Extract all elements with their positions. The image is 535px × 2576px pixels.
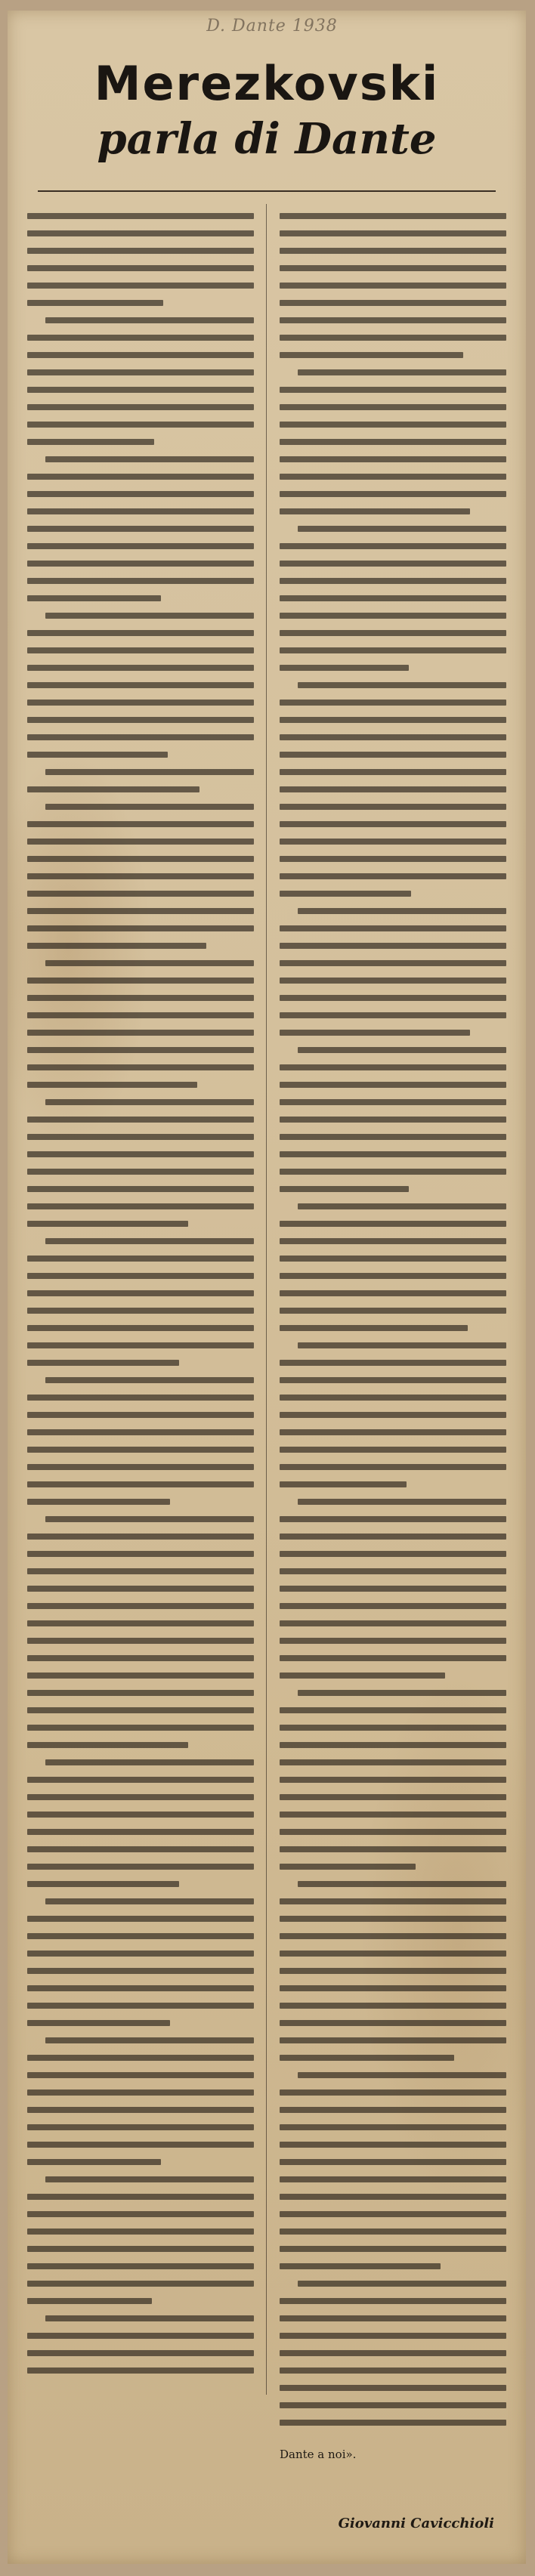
body-text-line	[27, 1864, 254, 1870]
body-text-line	[45, 2176, 254, 2182]
body-text-line	[27, 1846, 254, 1852]
body-text-line	[280, 2246, 506, 2252]
body-text-line	[27, 1985, 254, 1991]
body-text-line	[298, 908, 506, 914]
body-text-line	[298, 1342, 506, 1348]
body-text-line	[280, 1898, 506, 1904]
body-text-line	[280, 1256, 506, 1262]
body-text-line	[280, 1412, 506, 1418]
body-text-line	[280, 2037, 506, 2043]
body-text-line	[27, 230, 254, 236]
body-text-line	[280, 300, 506, 306]
body-text-line	[280, 1117, 506, 1123]
body-text-line	[27, 717, 254, 723]
body-text-line	[280, 2003, 506, 2009]
body-text-line	[280, 1221, 506, 1227]
body-text-line	[27, 561, 254, 567]
body-text-line	[280, 543, 506, 549]
body-text-line	[280, 2229, 506, 2235]
body-text-line	[298, 1690, 506, 1696]
body-text-line	[280, 2402, 506, 2408]
body-text-line	[45, 960, 254, 966]
body-text-line	[27, 1082, 197, 1088]
body-text-line	[27, 2072, 254, 2078]
body-text-line	[27, 1568, 254, 1574]
body-text-line	[280, 1707, 506, 1713]
body-text-line	[280, 2020, 506, 2026]
article-closing-text: Dante a noi».	[280, 2448, 357, 2461]
body-text-line	[27, 1203, 254, 1209]
body-text-line	[27, 1586, 254, 1592]
body-text-line	[280, 1238, 506, 1244]
body-text-line	[27, 1151, 254, 1157]
body-text-line	[27, 943, 206, 949]
body-text-line	[27, 1673, 254, 1679]
body-text-line	[27, 1360, 179, 1366]
body-text-line	[280, 1099, 506, 1105]
body-text-line	[27, 1742, 188, 1748]
body-text-line	[27, 1290, 254, 1296]
body-text-line	[27, 1603, 254, 1609]
body-text-line	[27, 1047, 254, 1053]
body-text-line	[27, 248, 254, 254]
body-text-line	[280, 335, 506, 341]
body-text-line	[280, 2350, 506, 2356]
body-text-line	[280, 647, 506, 653]
body-text-line	[280, 978, 506, 984]
body-text-line	[280, 1151, 506, 1157]
body-text-line	[27, 1725, 254, 1731]
body-text-line	[27, 526, 254, 532]
body-text-line	[27, 1551, 254, 1557]
body-text-line	[280, 786, 506, 792]
body-text-line	[27, 630, 254, 636]
body-text-line	[27, 978, 254, 984]
body-text-line	[27, 1933, 254, 1939]
body-text-line	[27, 891, 254, 897]
body-text-line	[27, 2263, 254, 2269]
body-text-line	[27, 543, 254, 549]
body-text-line	[27, 422, 254, 428]
body-text-line	[280, 700, 506, 706]
body-text-line	[280, 630, 506, 636]
body-text-line	[45, 613, 254, 619]
body-text-line	[280, 995, 506, 1001]
body-text-line	[280, 1030, 470, 1036]
body-text-line	[27, 1186, 254, 1192]
body-text-line	[27, 908, 254, 914]
body-text-line	[27, 2107, 254, 2113]
body-text-line	[27, 1273, 254, 1279]
body-text-line	[280, 613, 506, 619]
body-text-line	[280, 821, 506, 827]
body-text-line	[45, 1238, 254, 1244]
body-text-line	[280, 1742, 506, 1748]
body-text-line	[280, 1534, 506, 1540]
body-text-line	[280, 439, 506, 445]
body-text-line	[27, 335, 254, 341]
body-text-line	[280, 856, 506, 862]
body-text-line	[280, 1586, 506, 1592]
body-text-line	[298, 1881, 506, 1887]
body-text-line	[280, 352, 463, 358]
body-text-line	[27, 925, 254, 931]
body-text-line	[280, 404, 506, 410]
body-text-line	[27, 1638, 254, 1644]
body-text-line	[27, 2246, 254, 2252]
body-text-line	[280, 1603, 506, 1609]
body-text-line	[27, 2142, 254, 2148]
body-text-line	[27, 2020, 170, 2026]
body-text-line	[280, 960, 506, 966]
body-text-line	[280, 1395, 506, 1401]
body-text-line	[27, 2003, 254, 2009]
body-text-line	[27, 491, 254, 497]
body-text-line	[280, 1673, 445, 1679]
body-text-line	[280, 1812, 506, 1818]
body-text-line	[280, 1377, 506, 1383]
body-text-line	[27, 2298, 152, 2304]
article-column-left	[27, 208, 254, 2384]
body-text-line	[280, 561, 506, 567]
body-text-line	[280, 1933, 506, 1939]
body-text-line	[27, 1412, 254, 1418]
body-text-line	[27, 1812, 254, 1818]
body-text-line	[298, 682, 506, 688]
body-text-line	[27, 752, 168, 758]
body-text-line	[280, 1916, 506, 1922]
handwritten-header-note: D. Dante 1938	[206, 17, 338, 36]
body-text-line	[280, 734, 506, 740]
body-text-line	[280, 1968, 506, 1974]
body-text-line	[280, 2315, 506, 2321]
body-text-line	[27, 1655, 254, 1661]
body-text-line	[27, 1256, 254, 1262]
body-text-line	[27, 1012, 254, 1018]
body-text-line	[280, 717, 506, 723]
body-text-line	[27, 2229, 254, 2235]
body-text-line	[27, 995, 254, 1001]
body-text-line	[27, 873, 254, 879]
body-text-line	[280, 1429, 506, 1435]
body-text-line	[280, 2368, 506, 2374]
body-text-line	[27, 1777, 254, 1783]
body-text-line	[280, 752, 506, 758]
headline-subtitle: parla di Dante	[97, 114, 437, 164]
body-text-line	[45, 769, 254, 775]
body-text-line	[27, 1342, 254, 1348]
body-text-line	[280, 456, 506, 462]
body-text-line	[45, 456, 254, 462]
body-text-line	[280, 1082, 506, 1088]
body-text-line	[280, 1985, 506, 1991]
body-text-line	[280, 265, 506, 271]
article-headline	[8, 56, 526, 166]
body-text-line	[280, 1516, 506, 1522]
body-text-line	[45, 1099, 254, 1105]
body-text-line	[27, 283, 254, 289]
body-text-line	[27, 474, 254, 480]
body-text-line	[280, 873, 506, 879]
article-column-right	[280, 208, 506, 2384]
body-text-line	[27, 1169, 254, 1175]
body-text-line	[27, 2090, 254, 2096]
body-text-line	[27, 1690, 254, 1696]
body-text-line	[280, 665, 409, 671]
body-text-line	[280, 2107, 506, 2113]
body-text-line	[280, 943, 506, 949]
body-text-line	[280, 248, 506, 254]
body-text-line	[27, 1829, 254, 1835]
body-text-line	[280, 1481, 407, 1487]
body-text-line	[280, 1864, 416, 1870]
body-text-line	[280, 2211, 506, 2217]
body-text-line	[280, 1655, 506, 1661]
headline-main-title: Merezkovski	[94, 56, 440, 111]
body-text-line	[280, 925, 506, 931]
body-text-line	[27, 1308, 254, 1314]
body-text-line	[280, 891, 411, 897]
body-text-line	[27, 404, 254, 410]
body-text-line	[280, 1638, 506, 1644]
body-text-line	[27, 1064, 254, 1070]
body-text-line	[280, 1568, 506, 1574]
body-text-line	[280, 1551, 506, 1557]
body-text-line	[27, 682, 254, 688]
body-text-line	[45, 317, 254, 323]
newspaper-clipping	[8, 11, 526, 2564]
body-text-line	[280, 387, 506, 393]
body-text-line	[280, 283, 506, 289]
body-text-line	[27, 856, 254, 862]
body-text-line	[27, 1464, 254, 1470]
body-text-line	[298, 1499, 506, 1505]
body-text-line	[45, 1898, 254, 1904]
body-text-line	[27, 1429, 254, 1435]
body-text-line	[280, 1846, 506, 1852]
body-text-line	[27, 1968, 254, 1974]
body-text-line	[27, 1794, 254, 1800]
body-text-line	[27, 665, 254, 671]
body-text-line	[280, 804, 506, 810]
body-text-line	[27, 1916, 254, 1922]
body-text-line	[27, 2159, 161, 2165]
body-text-line	[27, 1620, 254, 1626]
body-text-line	[280, 317, 506, 323]
body-text-line	[45, 1377, 254, 1383]
body-text-line	[27, 265, 254, 271]
body-text-line	[280, 1186, 409, 1192]
body-text-line	[27, 1117, 254, 1123]
body-text-line	[27, 786, 199, 792]
body-text-line	[280, 2090, 506, 2096]
body-text-line	[27, 369, 254, 375]
column-divider	[266, 204, 267, 2395]
body-text-line	[27, 1499, 170, 1505]
body-text-line	[280, 578, 506, 584]
body-text-line	[27, 2368, 254, 2374]
body-text-line	[280, 1012, 506, 1018]
body-text-line	[27, 387, 254, 393]
body-text-line	[27, 1447, 254, 1453]
body-text-line	[27, 1707, 254, 1713]
body-text-line	[280, 2142, 506, 2148]
body-text-line	[280, 2124, 506, 2130]
body-text-line	[280, 769, 506, 775]
body-text-line	[298, 1047, 506, 1053]
body-text-line	[280, 508, 470, 514]
body-text-line	[280, 1325, 468, 1331]
body-text-line	[27, 578, 254, 584]
body-text-line	[280, 1794, 506, 1800]
body-text-line	[280, 422, 506, 428]
body-text-line	[280, 2263, 441, 2269]
body-text-line	[27, 1481, 254, 1487]
body-text-line	[27, 2055, 254, 2061]
body-text-line	[298, 2072, 506, 2078]
body-text-line	[298, 369, 506, 375]
body-text-line	[27, 700, 254, 706]
body-text-line	[45, 2037, 254, 2043]
body-text-line	[280, 2176, 506, 2182]
body-text-line	[27, 1395, 254, 1401]
headline-divider	[38, 190, 496, 192]
body-text-line	[280, 1308, 506, 1314]
body-text-line	[298, 1203, 506, 1209]
body-text-line	[280, 2385, 506, 2391]
body-text-line	[27, 2350, 254, 2356]
body-text-line	[280, 2298, 506, 2304]
body-text-line	[280, 1273, 506, 1279]
body-text-line	[27, 2211, 254, 2217]
body-text-line	[27, 1534, 254, 1540]
body-text-line	[280, 474, 506, 480]
body-text-line	[27, 1881, 179, 1887]
body-text-line	[280, 1725, 506, 1731]
body-text-line	[27, 508, 254, 514]
body-text-line	[27, 821, 254, 827]
body-text-line	[280, 1777, 506, 1783]
body-text-line	[45, 1516, 254, 1522]
body-text-line	[280, 2194, 506, 2200]
body-text-line	[27, 1951, 254, 1957]
body-text-line	[27, 839, 254, 845]
body-text-line	[280, 839, 506, 845]
body-text-line	[27, 300, 163, 306]
body-text-line	[27, 2194, 254, 2200]
body-text-line	[45, 2315, 254, 2321]
body-text-line	[27, 647, 254, 653]
body-text-line	[280, 1169, 506, 1175]
body-text-line	[27, 1221, 188, 1227]
body-text-line	[280, 1064, 506, 1070]
body-text-line	[280, 1360, 506, 1366]
body-text-line	[280, 1134, 506, 1140]
body-text-line	[27, 2333, 254, 2339]
body-text-line	[280, 2159, 506, 2165]
body-text-line	[280, 2333, 506, 2339]
body-text-line	[45, 1759, 254, 1765]
body-text-line	[27, 1134, 254, 1140]
body-text-line	[27, 595, 161, 601]
body-text-line	[280, 1759, 506, 1765]
body-text-line	[298, 526, 506, 532]
body-text-line	[280, 1829, 506, 1835]
body-text-line	[280, 230, 506, 236]
body-text-line	[27, 213, 254, 219]
body-text-line	[27, 1325, 254, 1331]
body-text-line	[280, 1951, 506, 1957]
body-text-line	[280, 1620, 506, 1626]
body-text-line	[27, 2124, 254, 2130]
body-text-line	[280, 1464, 506, 1470]
body-text-line	[27, 734, 254, 740]
body-text-line	[27, 352, 254, 358]
body-text-line	[45, 804, 254, 810]
body-text-line	[298, 2281, 506, 2287]
body-text-line	[27, 439, 154, 445]
body-text-line	[280, 2055, 454, 2061]
body-text-line	[280, 491, 506, 497]
body-text-line	[27, 2281, 254, 2287]
body-text-line	[27, 1030, 254, 1036]
body-text-line	[280, 595, 506, 601]
body-text-line	[280, 1447, 506, 1453]
body-text-line	[280, 213, 506, 219]
body-text-line	[280, 2420, 506, 2426]
author-signature: Giovanni Cavicchioli	[338, 2516, 494, 2531]
body-text-line	[280, 1290, 506, 1296]
